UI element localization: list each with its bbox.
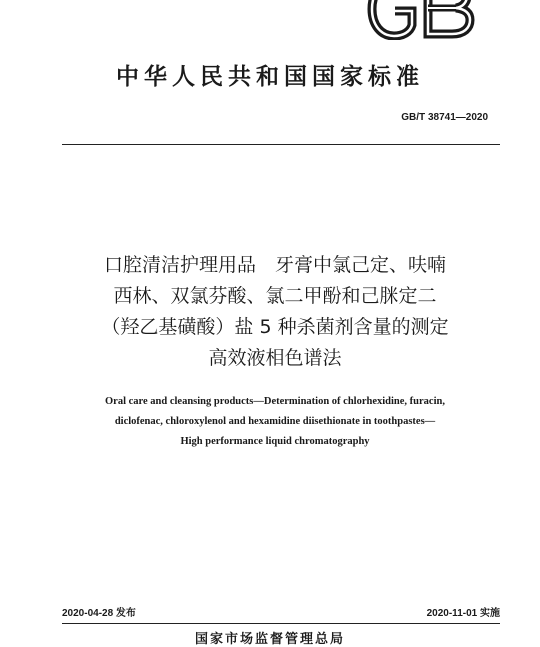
bottom-divider	[62, 623, 500, 624]
chinese-title-line-2: 西林、双氯芬酸、氯二甲酚和己脒定二	[113, 285, 437, 307]
chinese-title	[40, 250, 510, 374]
english-title-line-3: High performance liquid chromatography	[180, 436, 370, 447]
chinese-title-line-3: （羟乙基磺酸）盐 5 种杀菌剂含量的测定	[101, 316, 449, 338]
chinese-title-line-1: 口腔清洁护理用品 牙膏中氯己定、呋喃	[103, 254, 446, 276]
chinese-title-line-4: 高效液相色谱法	[208, 347, 342, 369]
top-divider	[62, 144, 500, 145]
gb-logo	[366, 0, 478, 40]
standard-number: GB/T 38741—2020	[401, 112, 488, 123]
english-title-line-2: diclofenac, chloroxylenol and hexamidine diisethionate in toothpastes—	[114, 416, 436, 427]
gb-logo-g-shape	[372, 0, 412, 36]
implementation-date: 2020-11-01 实施	[426, 608, 500, 619]
issue-date: 2020-04-28 发布	[62, 608, 136, 619]
english-title-line-1: Oral care and cleansing products—Determination of chlorhexidine, furacin,	[105, 396, 445, 407]
issuing-authority: 国家市场监督管理总局	[194, 632, 345, 647]
standard-category-title: 中华人民共和国国家标准	[116, 64, 424, 90]
english-title	[40, 392, 510, 452]
